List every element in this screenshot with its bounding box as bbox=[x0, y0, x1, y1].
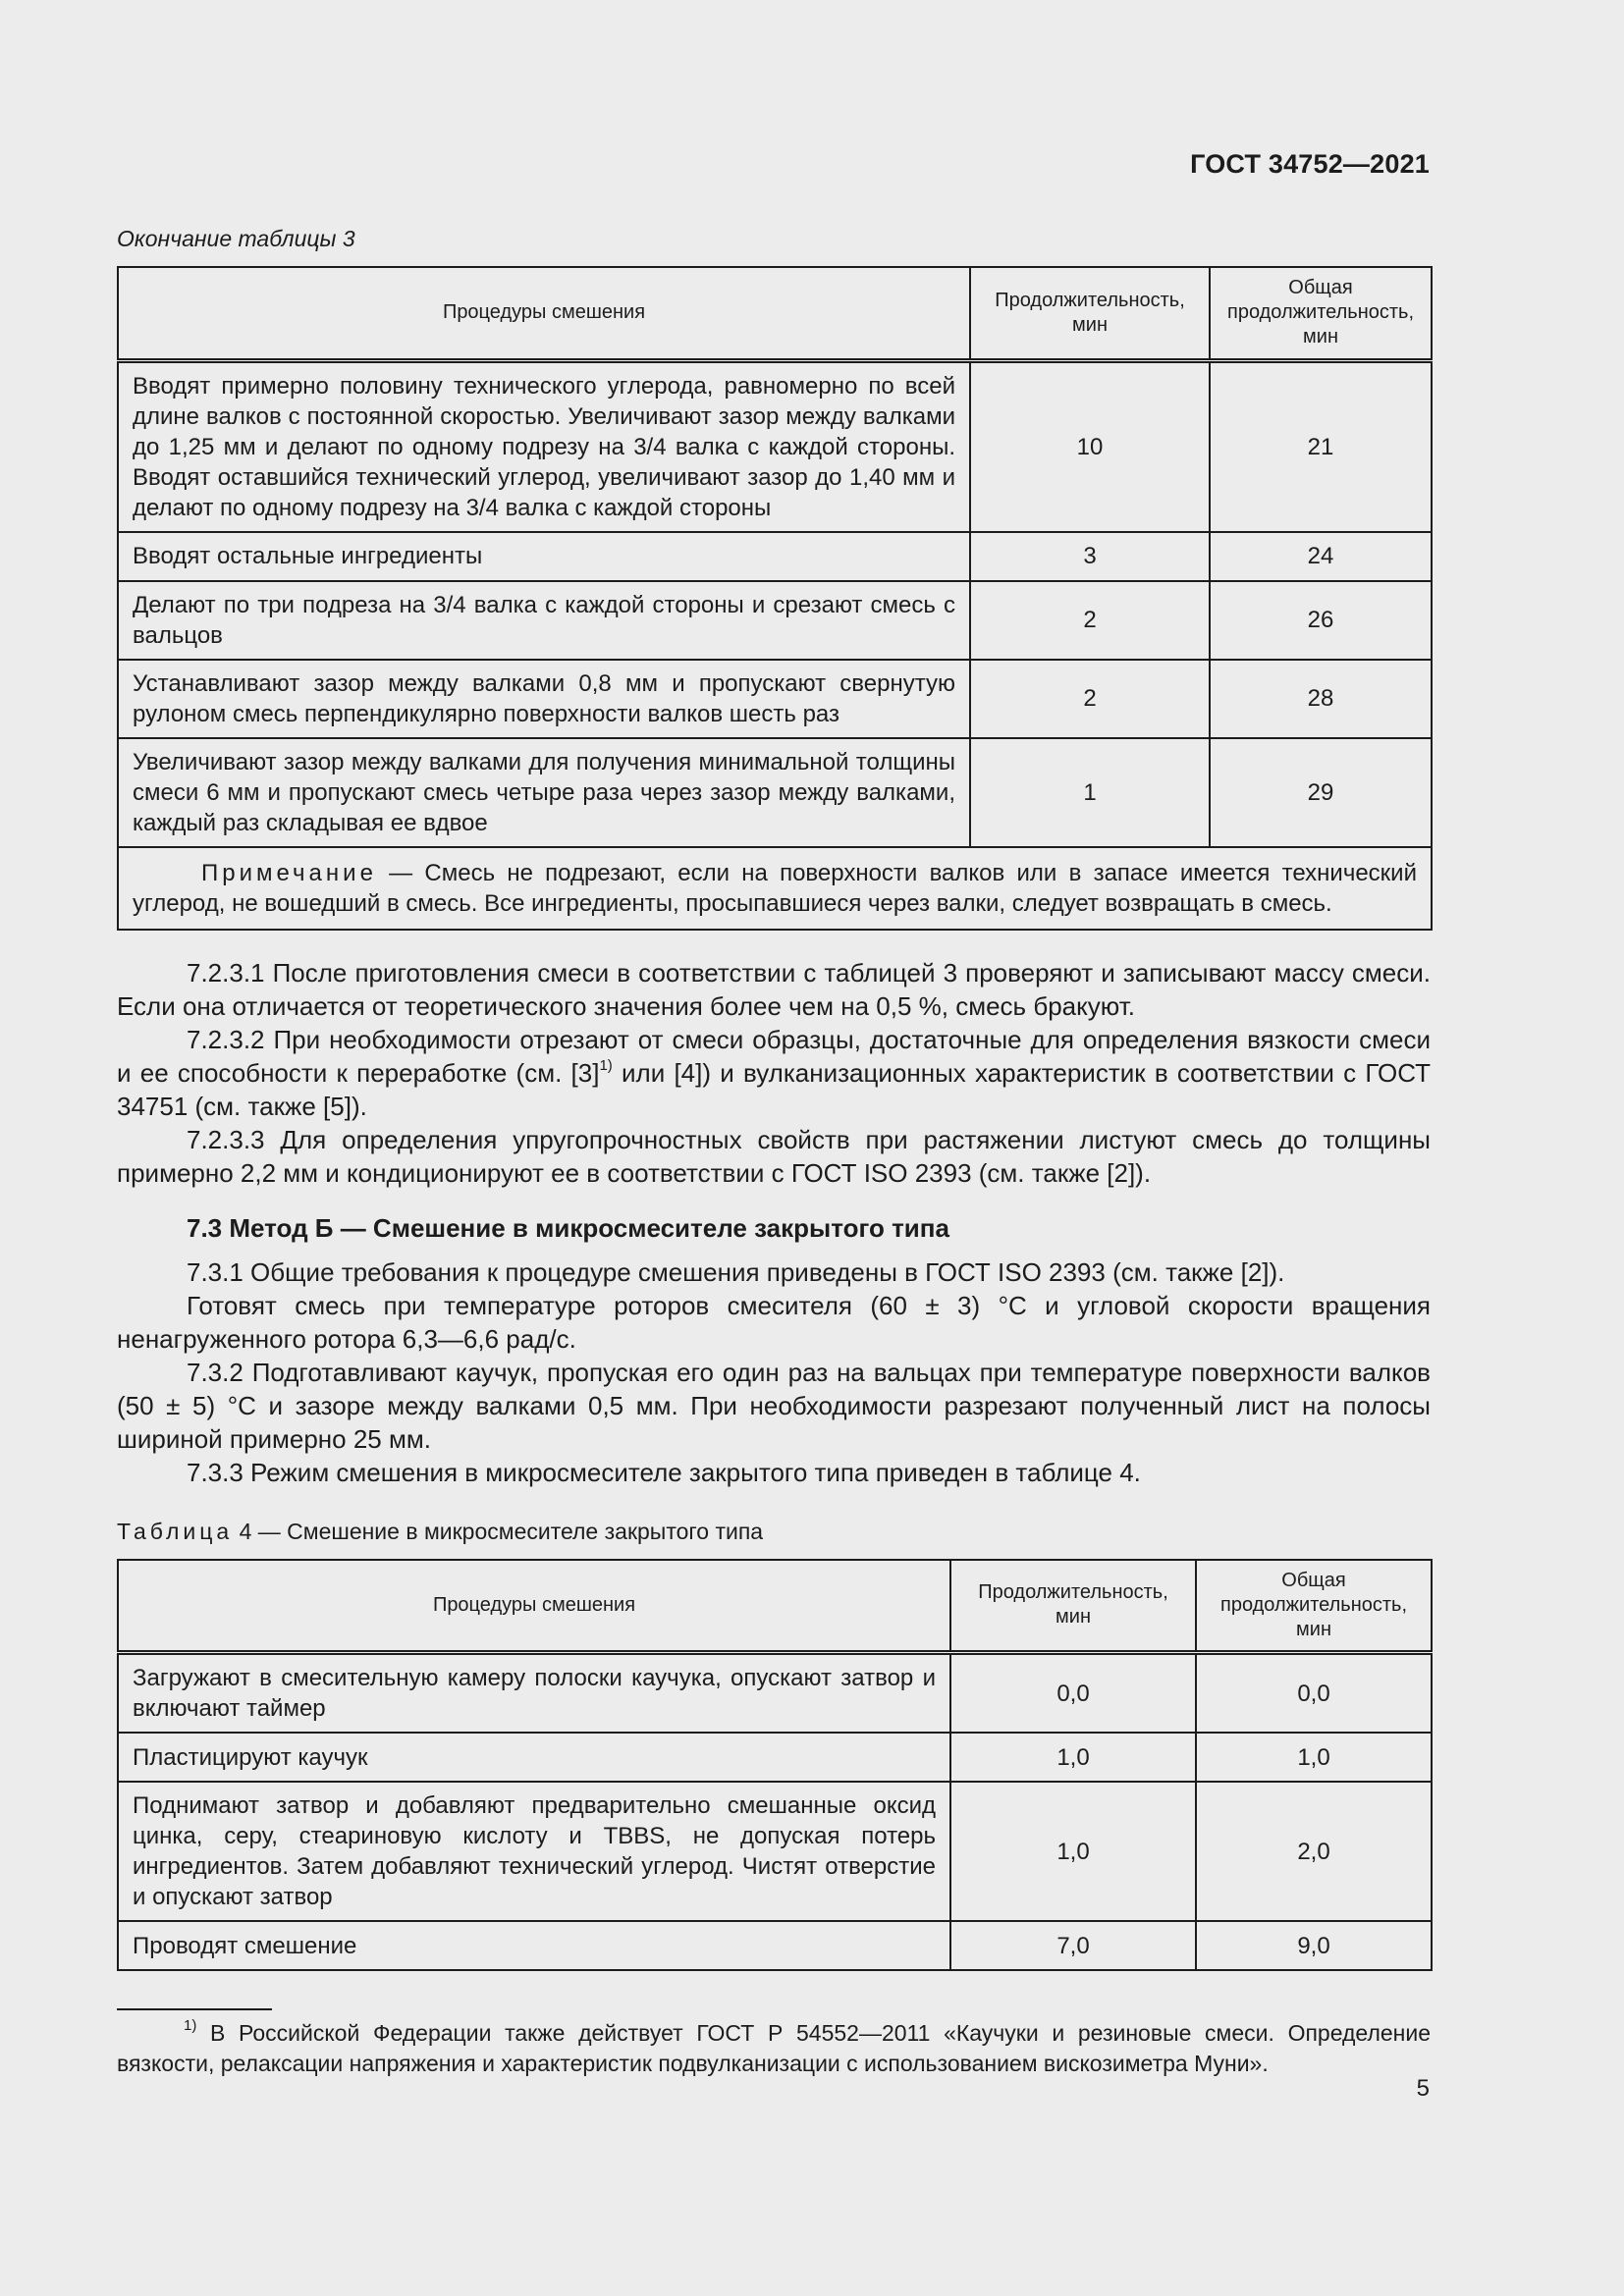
cell-total: 26 bbox=[1210, 581, 1432, 660]
table4-header-row bbox=[118, 1560, 1432, 1653]
cell-duration: 10 bbox=[970, 360, 1210, 532]
table4-caption-text: 4 — Смешение в микросмесителе закрытого типа bbox=[233, 1518, 764, 1544]
cell-total: 28 bbox=[1210, 660, 1432, 738]
cell-procedure: Загружают в смесительную камеру полоски каучука, опускают затвор и включают таймер bbox=[118, 1653, 950, 1734]
cell-procedure: Вводят остальные ингредиенты bbox=[118, 532, 970, 581]
cell-duration: 7,0 bbox=[950, 1921, 1196, 1970]
footnote bbox=[117, 2018, 1431, 2079]
paragraph-7-2-3-3: 7.2.3.3 Для определения упругопрочностных свойств при растяжении листуют смесь до толщины примерно 2,2 мм и кондиционируют ее в соответствии с ГОСТ ISO 2393 (см. также [2]). bbox=[117, 1124, 1431, 1188]
table3-caption: Окончание таблицы 3 bbox=[117, 226, 355, 251]
col-header-duration: Продолжительность, мин bbox=[970, 267, 1210, 360]
paragraph-7-3-2: 7.3.2 Подготавливают каучук, пропуская его один раз на вальцах при температуре поверхности валков (50 ± 5) °С и зазоре между валками 0,5 мм. При необходимости разрезают полученный лист на полосы шириной примерно 25 мм. bbox=[117, 1357, 1431, 1454]
cell-total: 1,0 bbox=[1196, 1733, 1432, 1782]
col-header-procedure: Процедуры смешения bbox=[118, 1560, 950, 1653]
table-row bbox=[118, 1782, 1432, 1921]
paragraph-7-2-3-2 bbox=[117, 1023, 1431, 1123]
table-row bbox=[118, 1653, 1432, 1734]
cell-total: 9,0 bbox=[1196, 1921, 1432, 1970]
cell-procedure: Проводят смешение bbox=[118, 1921, 950, 1970]
cell-total: 2,0 bbox=[1196, 1782, 1432, 1921]
note-label: Примечание bbox=[201, 859, 377, 886]
footnote-text: В Российской Федерации также действует ГОСТ Р 54552—2011 «Каучуки и резиновые смеси. Определение вязкости, релаксации напряжения и характеристик подвулканизации с использованием вискозиметра Муни». bbox=[117, 2020, 1431, 2076]
paragraph-7-3-1: 7.3.1 Общие требования к процедуре смешения приведены в ГОСТ ISO 2393 (см. также [2]). bbox=[187, 1256, 1285, 1287]
page-number: 5 bbox=[1416, 2075, 1430, 2102]
col-header-total: Общая продолжительность, мин bbox=[1210, 267, 1432, 360]
page-content bbox=[117, 226, 1431, 2079]
cell-duration: 1,0 bbox=[950, 1733, 1196, 1782]
cell-procedure: Устанавливают зазор между валками 0,8 мм и пропускают свернутую рулоном смесь перпендикулярно поверхности валков шесть раз bbox=[118, 660, 970, 738]
table4-caption-label: Таблица bbox=[117, 1518, 234, 1544]
footnote-mark: 1) bbox=[184, 2017, 197, 2035]
table-row bbox=[118, 738, 1432, 847]
table-row bbox=[118, 1921, 1432, 1970]
col-header-duration: Продолжительность, мин bbox=[950, 1560, 1196, 1653]
paragraph-text: или [4]) и вулканизационных характеристик в соответствии с ГОСТ 34751 (см. также [5]). bbox=[117, 1057, 1432, 1121]
cell-procedure: Пластицируют каучук bbox=[118, 1733, 950, 1782]
footnote-divider bbox=[117, 2008, 272, 2010]
table4-caption bbox=[117, 1519, 1431, 1545]
col-header-procedure: Процедуры смешения bbox=[118, 267, 970, 360]
col-header-total: Общая продолжительность, мин bbox=[1196, 1560, 1432, 1653]
cell-procedure: Вводят примерно половину технического углерода, равномерно по всей длине валков с постоянной скоростью. Увеличивают зазор между валками до 1,25 мм и делают по одному подрезу на 3/4 валка с каждой стороны. Вводят оставшийся технический углерод, увеличивают зазор до 1,40 мм и делают по одному подрезу на 3/4 валка с каждой стороны bbox=[118, 360, 970, 532]
cell-total: 24 bbox=[1210, 532, 1432, 581]
table-row bbox=[118, 581, 1432, 660]
cell-total: 0,0 bbox=[1196, 1653, 1432, 1734]
table3-note-row bbox=[118, 847, 1432, 930]
cell-procedure: Делают по три подреза на 3/4 валка с каждой стороны и срезают смесь с вальцов bbox=[118, 581, 970, 660]
cell-duration: 1 bbox=[970, 738, 1210, 847]
cell-procedure: Увеличивают зазор между валками для получения минимальной толщины смеси 6 мм и пропускают смесь четыре раза через зазор между валками, каждый раз складывая ее вдвое bbox=[118, 738, 970, 847]
cell-procedure: Поднимают затвор и добавляют предварительно смешанные оксид цинка, серу, стеариновую кислоту и TBBS, не допуская потерь ингредиентов. Затем добавляют технический углерод. Чистят отверстие и опускают затвор bbox=[118, 1782, 950, 1921]
note-text: — Смесь не подрезают, если на поверхности валков или в запасе имеется технический углерод, не вошедший в смесь. Все ингредиенты, просыпавшиеся через валки, следует возвращать в смесь. bbox=[133, 859, 1417, 917]
document-id: ГОСТ 34752—2021 bbox=[1190, 149, 1430, 179]
cell-duration: 0,0 bbox=[950, 1653, 1196, 1734]
cell-duration: 2 bbox=[970, 581, 1210, 660]
table-row bbox=[118, 1733, 1432, 1782]
paragraph-7-3-1-cont: Готовят смесь при температуре роторов смесителя (60 ± 3) °С и угловой скорости вращения ненагруженного ротора 6,3—6,6 рад/с. bbox=[117, 1290, 1431, 1354]
footnote-reference: 1) bbox=[599, 1056, 613, 1074]
table3-note bbox=[118, 847, 1432, 930]
cell-duration: 3 bbox=[970, 532, 1210, 581]
cell-duration: 1,0 bbox=[950, 1782, 1196, 1921]
table3 bbox=[117, 266, 1433, 931]
table3-header-row bbox=[118, 267, 1432, 360]
cell-duration: 2 bbox=[970, 660, 1210, 738]
cell-total: 21 bbox=[1210, 360, 1432, 532]
table-row bbox=[118, 660, 1432, 738]
paragraph-7-2-3-1: 7.2.3.1 После приготовления смеси в соответствии с таблицей 3 проверяют и записывают массу смеси. Если она отличается от теоретического значения более чем на 0,5 %, смесь бракуют. bbox=[117, 957, 1431, 1021]
section-heading: 7.3 Метод Б — Смешение в микросмесителе закрытого типа bbox=[187, 1212, 949, 1243]
table-row bbox=[118, 360, 1432, 532]
cell-total: 29 bbox=[1210, 738, 1432, 847]
paragraph-text: 7.2.3.2 При необходимости отрезают от смеси образцы, достаточные для определения вязкости смеси и ее способности к переработке (см. [3] bbox=[117, 1024, 1431, 1088]
table4 bbox=[117, 1559, 1433, 1972]
table-row bbox=[118, 532, 1432, 581]
paragraph-7-3-3: 7.3.3 Режим смешения в микросмесителе закрытого типа приведен в таблице 4. bbox=[187, 1457, 1141, 1487]
